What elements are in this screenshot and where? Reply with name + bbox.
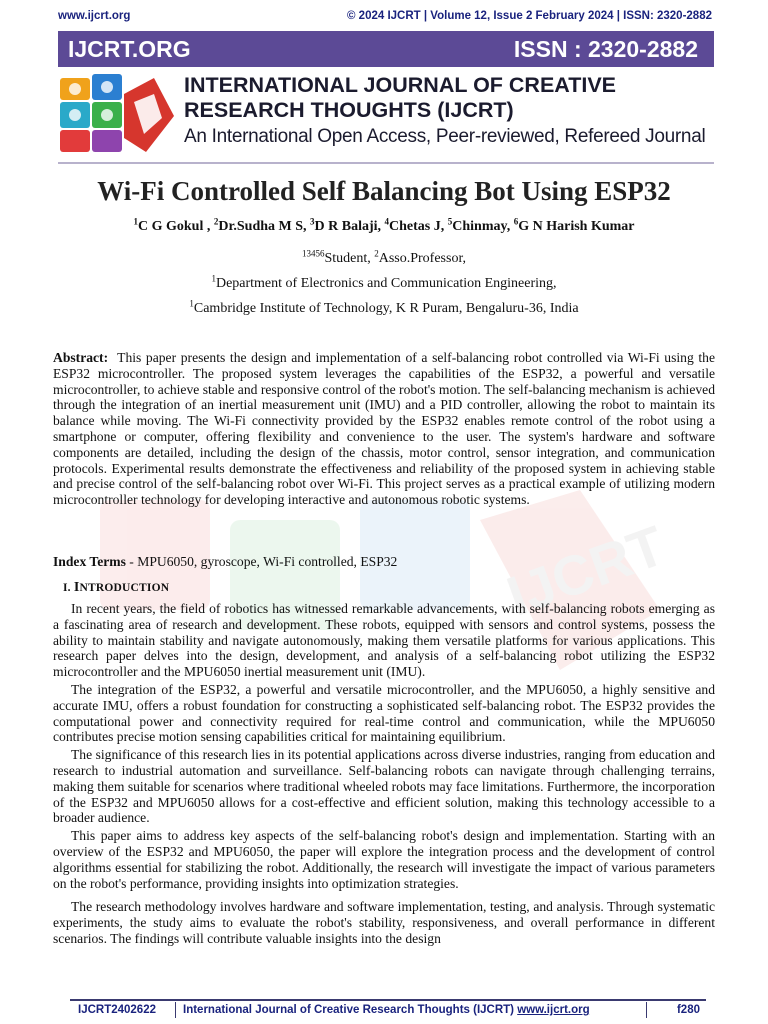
- running-header: [58, 8, 712, 26]
- paragraph: The significance of this research lies in its potential applications across diverse industries, ranging from education and research to industrial automation and surveillance. Self-balancing robots can navigate through challenging terrains, making them suitable for scenarios where traditional wheeled robots may face limitations. Furthermore, the incorporation of the ESP32 and MPU6050 allows for a cost-effective and efficient solution, making this technology accessible to a broader audience.: [53, 747, 715, 826]
- section-heading-introduction: I. INTRODUCTION: [63, 580, 170, 595]
- paragraph: In recent years, the field of robotics has witnessed remarkable advancements, with self-balancing robots emerging as a fascinating area of research and development. These robots, equipped with sensors and control systems, possess the ability to maintain stability and navigate autonomously, making them versatile platforms for various applications. This research paper delves into the design, development, and analysis of a self-balancing robot utilizing the ESP32 microcontroller and the MPU6050 inertial measurement unit (IMU).: [53, 601, 715, 680]
- logo-tile-red: [60, 130, 90, 152]
- author: $^1$C G Gokul ,: [133, 216, 211, 234]
- footer-divider: [70, 999, 706, 1001]
- affiliation-department: $^1$Department of Electronics and Communication Engineering,: [211, 273, 557, 291]
- author: $^4$Chetas J,: [384, 216, 445, 234]
- author-roles: $^{13456}$Student, $^2$Asso.Professor,: [301, 248, 467, 266]
- page-number: f280: [676, 1004, 700, 1016]
- paragraph: The research methodology involves hardware and software implementation, testing, and analysis. Through systematic experiments, the study aims to evaluate the robot's stability, responsiveness, and overall performance in different scenarios. The findings will contribute valuable insights into the design: [53, 899, 715, 946]
- journal-title-line2: RESEARCH THOUGHTS (IJCRT): [184, 98, 514, 122]
- footer-separator: [175, 1002, 176, 1018]
- index-terms: [53, 554, 715, 570]
- affiliation-institute: $^1$Cambridge Institute of Technology, K R Puram, Bengaluru-36, India: [189, 298, 579, 316]
- paragraph: The integration of the ESP32, a powerful and versatile microcontroller, and the MPU6050, a highly sensitive and accurate IMU, offers a robust foundation for constructing a sophisticated self-balancing robot. The ESP32 provides the computational power and connectivity required for real-time control and communication, while the MPU6050 contributes precise motion sensing capabilities critical for maintaining equilibrium.: [53, 681, 715, 745]
- footer-journal: International Journal of Creative Research Thoughts (IJCRT) www.ijcrt.org: [183, 1004, 590, 1016]
- paragraph: This paper aims to address key aspects of the self-balancing robot's design and implementation. Starting with an overview of the ESP32 and MPU6050, the paper will explore the integration process and the development of control algorithms essential for stabilizing the robot. Additionally, the research will investigate the impact of various parameters on the robot's performance, providing insights into optimization strategies.: [53, 828, 715, 891]
- abstract-text: This paper presents the design and implementation of a self-balancing robot controlled via Wi-Fi using the ESP32 microcontroller. The proposed system leverages the capabilities of the ESP32, a powerful and versatile microcontroller, to achieve stable and responsive control of the robot's motion. The self-balancing mechanism is achieved through the integration of an inertial measurement unit (IMU) and a PID controller, allowing the robot to maintain its balance while moving. The Wi-Fi connectivity provided by the ESP32 enables remote control of the robot using a smartphone or computer, offering flexibility and convenience to the user. The system's hardware and software components are detailed, including the design of the chassis, motor control, sensor integration, and communication protocols. Experimental results demonstrate the effectiveness and reliability of the proposed system in achieving stable and precise control of the self-balancing robot over Wi-Fi. This project serves as a practical example of utilizing modern microcontroller technology for developing interactive and autonomous robotic systems.: [53, 350, 715, 508]
- author: $^2$Dr.Sudha M S,: [213, 216, 307, 234]
- footer-url-link[interactable]: www.ijcrt.org: [517, 1004, 590, 1016]
- banner-issn: ISSN : 2320-2882: [513, 36, 698, 62]
- abstract: [53, 350, 715, 508]
- abstract-label: Abstract:: [53, 350, 109, 365]
- watermark-logo-text: IJCRT: [498, 513, 673, 628]
- journal-title: [184, 73, 724, 123]
- website-link[interactable]: www.ijcrt.org: [58, 10, 131, 22]
- author: $^5$Chinmay,: [447, 216, 511, 234]
- journal-logo: [58, 72, 176, 156]
- author: $^6$G N Harish Kumar: [513, 216, 635, 234]
- paper-code: IJCRT2402622: [78, 1004, 156, 1016]
- ijcrt-logo-graphic: [58, 72, 176, 156]
- author-list: [0, 216, 768, 235]
- paper-title: Wi-Fi Controlled Self Balancing Bot Using ESP32: [97, 176, 671, 206]
- journal-title-line1: INTERNATIONAL JOURNAL OF CREATIVE: [184, 73, 617, 97]
- footer-separator: [646, 1002, 647, 1018]
- header-divider: [58, 162, 714, 164]
- index-terms-text: - MPU6050, gyroscope, Wi-Fi controlled, ESP32: [125, 554, 398, 569]
- banner-org: IJCRT.ORG: [68, 36, 191, 62]
- index-terms-label: Index Terms: [53, 554, 126, 569]
- citation-line: © 2024 IJCRT | Volume 12, Issue 2 February 2024 | ISSN: 2320-2882: [347, 10, 712, 22]
- author: $^3$D R Balaji,: [310, 216, 382, 234]
- logo-tile-purple: [92, 130, 122, 152]
- journal-banner: [58, 31, 714, 67]
- journal-subtitle: An International Open Access, Peer-reviewed, Refereed Journal: [184, 126, 706, 147]
- page-footer: [70, 1002, 706, 1020]
- introduction-body: [53, 601, 715, 949]
